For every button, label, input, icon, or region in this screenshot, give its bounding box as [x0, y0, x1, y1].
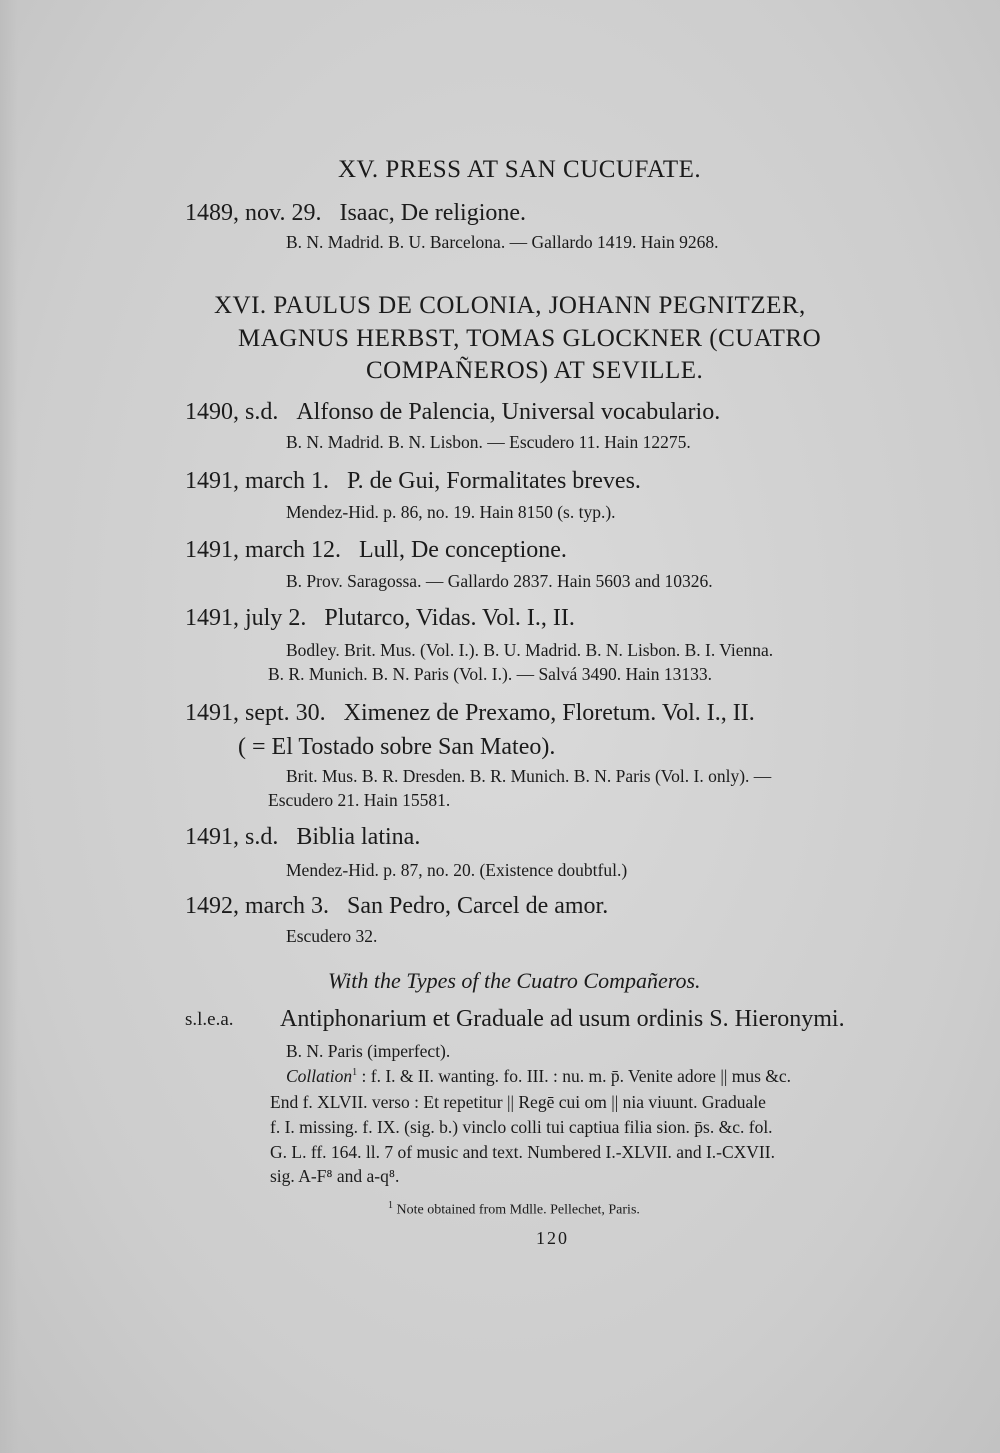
entry-reference: Escudero 21. Hain 15581.: [268, 790, 451, 810]
entry-title: Plutarco, Vidas. Vol. I., II.: [324, 605, 575, 631]
entry-date: 1491, sept. 30.: [185, 700, 326, 726]
entry-reference: Mendez-Hid. p. 86, no. 19. Hain 8150 (s. typ.).: [286, 502, 616, 522]
entry-title: Isaac, De religione.: [339, 200, 527, 226]
page-fold-shadow: [0, 0, 18, 1453]
types-caption: With the Types of the Cuatro Compañeros.: [328, 968, 701, 993]
entry-title: P. de Gui, Formalitates breves.: [346, 468, 641, 494]
entry-reference: Brit. Mus. B. R. Dresden. B. R. Munich. B. N. Paris (Vol. I. only). —: [286, 766, 772, 786]
entry-reference: B. N. Madrid. B. U. Barcelona. — Gallardo 1419. Hain 9268.: [286, 232, 719, 252]
entry-1492: [185, 893, 608, 920]
entry-title: Lull, De conceptione.: [358, 537, 567, 563]
entry-title: Alfonso de Palencia, Universal vocabulario.: [296, 399, 721, 425]
entry-reference: Bodley. Brit. Mus. (Vol. I.). B. U. Madrid. B. N. Lisbon. B. I. Vienna.: [286, 640, 774, 660]
entry-reference: B. Prov. Saragossa. — Gallardo 2837. Hain 5603 and 10326.: [286, 571, 713, 591]
entry-date: 1490, s.d.: [185, 399, 279, 425]
collation-line: f. I. missing. f. IX. (sig. b.) vinclo colli tui captiua filia sion. p̄s. &c. fol.: [270, 1117, 773, 1137]
entry-date: 1491, march 12.: [185, 537, 341, 563]
entry-1489: [185, 200, 526, 227]
section-heading-xvi-line2: MAGNUS HERBST, TOMAS GLOCKNER (CUATRO: [238, 325, 822, 352]
footnote-number: 1: [388, 1200, 393, 1211]
entry-reference: Escudero 32.: [286, 926, 378, 946]
collation-line: G. L. ff. 164. ll. 7 of music and text. Numbered I.-XLVII. and I.-CXVII.: [270, 1142, 775, 1162]
footnote-text: Note obtained from Mdlle. Pellechet, Paris.: [393, 1202, 640, 1218]
entry-title-continued: ( = El Tostado sobre San Mateo).: [238, 734, 556, 760]
entry-1491-march-12: [185, 537, 567, 564]
entry-marker: s.l.e.a.: [185, 1009, 234, 1030]
collation-line: End f. XLVII. verso : Et repetitur || Regē cui om || nia viuunt. Graduale: [270, 1092, 766, 1112]
entry-reference: Mendez-Hid. p. 87, no. 20. (Existence doubtful.): [286, 860, 628, 880]
collation-line: [286, 1066, 791, 1087]
entry-reference: B. R. Munich. B. N. Paris (Vol. I.). — Salvá 3490. Hain 13133.: [268, 664, 712, 684]
footnote-marker: 1: [352, 1067, 358, 1079]
collation-line: sig. A-F⁸ and a-q⁸.: [270, 1166, 400, 1186]
entry-1490: [185, 399, 720, 426]
entry-title: Ximenez de Prexamo, Floretum. Vol. I., II.: [343, 700, 755, 726]
section-heading-xvi-line3: COMPAÑEROS) AT SEVILLE.: [366, 357, 704, 384]
entry-date: 1492, march 3.: [185, 893, 329, 919]
entry-title: Biblia latina.: [296, 824, 421, 850]
entry-1491-march-1: [185, 468, 641, 495]
entry-1491-july-2: [185, 605, 575, 632]
entry-date: 1491, s.d.: [185, 824, 279, 850]
entry-date: 1489, nov. 29.: [185, 200, 322, 226]
entry-title: Antiphonarium et Graduale ad usum ordinis S. Hieronymi.: [280, 1006, 845, 1032]
entry-title: San Pedro, Carcel de amor.: [346, 893, 609, 919]
section-heading-xvi-line1: XVI. PAULUS DE COLONIA, JOHANN PEGNITZER,: [214, 292, 806, 319]
page-number: 120: [536, 1228, 569, 1248]
entry-reference: B. N. Paris (imperfect).: [286, 1041, 451, 1061]
entry-reference: B. N. Madrid. B. N. Lisbon. — Escudero 11. Hain 12275.: [286, 432, 691, 452]
entry-1491-sept-30: [185, 700, 755, 727]
entry-date: 1491, july 2.: [185, 605, 307, 631]
collation-text: : f. I. & II. wanting. fo. III. : nu. m. p̄. Venite adore || mus &c.: [357, 1066, 792, 1086]
footnote: [388, 1200, 640, 1219]
collation-label: Collation: [286, 1066, 353, 1086]
entry-1491-sd: [185, 824, 420, 851]
entry-date: 1491, march 1.: [185, 468, 329, 494]
section-heading-xv: XV. PRESS AT SAN CUCUFATE.: [338, 156, 702, 183]
